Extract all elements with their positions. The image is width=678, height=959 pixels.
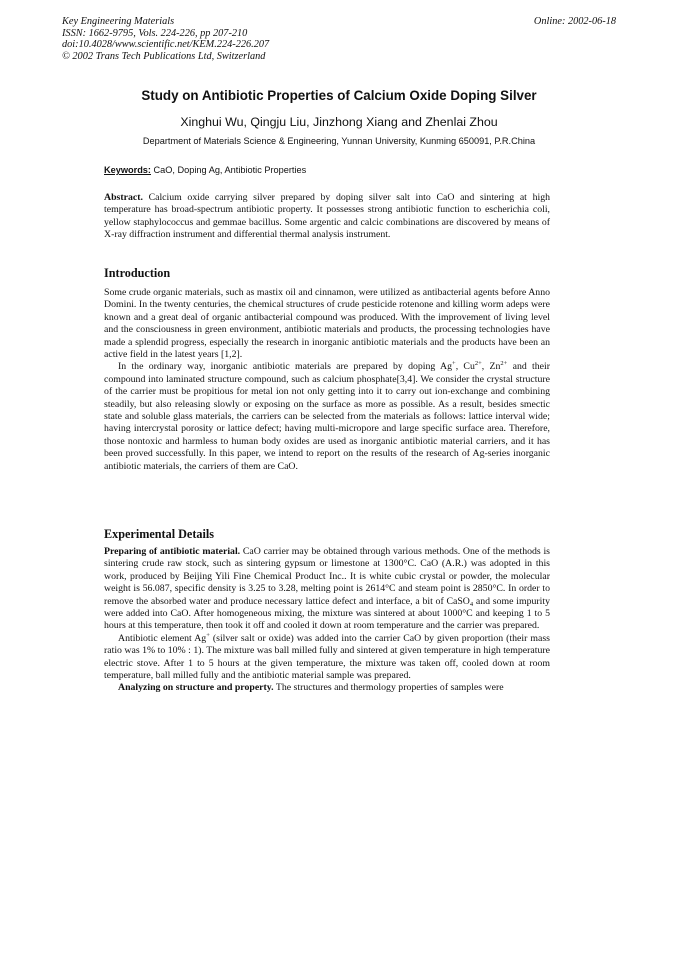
paper-title: Study on Antibiotic Properties of Calcium Oxide Doping Silver [141, 88, 537, 103]
abstract-label: Abstract. [104, 192, 143, 203]
exp-paragraph-3: Analyzing on structure and property. The structures and thermology properties of samples were [118, 682, 504, 694]
doi-line: doi:10.4028/www.scientific.net/KEM.224-226.207 [62, 39, 270, 50]
introduction-body [104, 287, 550, 473]
intro-paragraph-1: Some crude organic materials, such as mastix oil and cinnamon, were utilized as antibacterial agents before Anno Domini. In the twenty centuries, the chemical structures of crude pesticide rotenone and killing worm adeps were known and a great deal of organic antibacterial compound was produced. With the improvement of living level and the consciousness in green environment, antibiotic materials and products, the processing technologies have made a splendid progress, especially the research in inorganic antibiotic materials and the products have been an active field in the latest years [1,2]. [104, 287, 550, 361]
abstract-text: Calcium oxide carrying silver prepared by doping silver salt into CaO and sintering at high temperature has broad-spectrum antibiotic property. It possesses strong antibiotic function to escherichia coli, yellow staphylococcus and gemmae bacillus. Some argentic and calcic combinations are discovered by means of X-ray diffraction instrument and differential thermal analysis instrument. [104, 192, 550, 241]
intro-paragraph-2: In the ordinary way, inorganic antibiotic materials are prepared by doping Ag+, $Cu^{2+}$, $Zn^{2+}$ and their compound into laminated structure compound, such as calcium phosphate[3,4]. We consider the crystal structure of the carrier must be propitious for metal ion not only getting into it to carry out ion-exchange and combining steadily, but also releasing slowly or exposing on the surface as more as possible. As a result, besides smectic state and soluble glass materials, the carriers can be selected from the materials as follows: lattice interval wide; having intercrystal porosity or lattice defect; having multi-micropore and large specific surface area. Therefore, those nontoxic and harmless to human body oxides are used as inorganic antibiotic material carriers, and it has been proved successfully. In this paper, we intend to report on the results of the research of Ag-series inorganic antibiotic materials, the carriers of them are CaO. [104, 360, 550, 472]
exp-paragraph-2: Antibiotic element Ag+ (silver salt or oxide) was added into the carrier CaO by given proportion (their mass ratio was 1% to 10% : 1). The mixture was ball milled fully and sintered at given temperature in high temperature electric stove. After 1 to 5 hours at the given temperature, the mixture was taken off, cooled down at room temperature, ball milled fully and the antibiotic material sample was prepared. [104, 631, 550, 682]
online-date: Online: 2002-06-18 [533, 16, 616, 27]
exp-paragraph-1: Preparing of antibiotic material. CaO carrier may be obtained through various methods. One of the methods is sintering crude raw stock, such as sintering gypsum or limestone at 1300°C. CaO (A.R.) was adopted in this work, produced by Beijing Yili Fine Chemical Product Inc.. It is white cubic crystal or powder, the molecular weight is 56.087, specific density is 3.25 to 3.28, melting point is 2614°C and steam point is 2850°C. In order to remove the absorbed water and produce necessary lattice defect and interface, a bit of CaSO$_4$ and some impurity were added into CaO. After homogeneous mixing, the mixture was sintered at about 1000°C and keeping 1 to 5 hours at this temperature, then took it off and cooled it down at room temperature and the carrier was prepared. [104, 546, 550, 632]
experimental-body [104, 546, 550, 695]
journal-name: Key Engineering Materials [62, 16, 175, 27]
keywords [104, 165, 306, 175]
journal-header [62, 16, 616, 62]
keywords-text: CaO, Doping Ag, Antibiotic Properties [150, 165, 307, 175]
introduction-heading: Introduction [104, 266, 171, 280]
keywords-label: Keywords: [104, 165, 151, 175]
author-list: Xinghui Wu, Qingju Liu, Jinzhong Xiang and Zhenlai Zhou [180, 115, 498, 129]
affiliation: Department of Materials Science & Engineering, Yunnan University, Kunming 650091, P.R.China [142, 136, 536, 146]
copyright-line: © 2002 Trans Tech Publications Ltd, Switzerland [62, 50, 266, 62]
experimental-heading: Experimental Details [104, 527, 215, 541]
issn-line: ISSN: 1662-9795, Vols. 224-226, pp 207-210 [62, 27, 248, 39]
abstract [104, 192, 550, 242]
